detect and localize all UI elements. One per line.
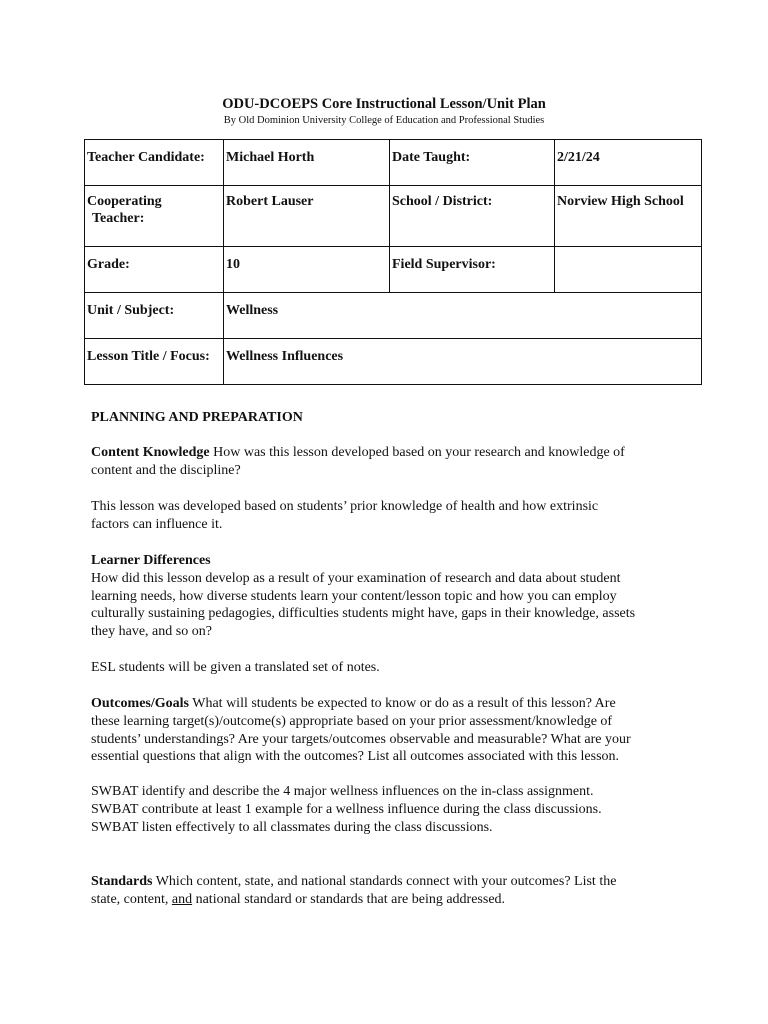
cooperating-label-line1: Cooperating: [87, 194, 162, 209]
answer-text: This lesson was developed based on students’ prior knowledge of health and how extrinsic: [91, 499, 599, 514]
document-subtitle: By Old Dominion University College of Education and Professional Studies: [223, 115, 545, 126]
table-row: [85, 186, 702, 247]
grade-label: Grade:: [85, 247, 224, 293]
field-supervisor-value: [555, 247, 702, 293]
prompt-text: students’ understandings? Are your targets/outcomes observable and measurable? What are your: [91, 731, 631, 747]
answer-text: SWBAT identify and describe the 4 major wellness influences on the in-class assignment.: [91, 784, 594, 799]
prompt-text: these learning target(s)/outcome(s) appropriate based on your prior assessment/knowledge of: [91, 713, 613, 729]
outcomes-goals-prompt: [91, 695, 691, 766]
learner-differences-heading: Learner Differences: [91, 553, 211, 568]
prompt-text: national standard or standards that are being addressed.: [192, 891, 506, 907]
prompt-text: content and the discipline?: [91, 462, 241, 478]
date-taught-value: 2/21/24: [555, 140, 702, 186]
prompt-text: What will students be expected to know or do as a result of this lesson? Are: [189, 696, 616, 711]
lesson-title-value: Wellness Influences: [224, 339, 702, 385]
field-supervisor-label: Field Supervisor:: [390, 247, 555, 293]
table-row: [85, 247, 702, 293]
learner-differences-answer: [91, 659, 691, 677]
school-district-value: Norview High School: [555, 186, 702, 247]
prompt-text: culturally sustaining pedagogies, difficulties students might have, gaps in their knowledge, assets: [91, 606, 636, 622]
unit-subject-label: Unit / Subject:: [85, 293, 224, 339]
table-row: [85, 293, 702, 339]
planning-heading: PLANNING AND PREPARATION: [91, 410, 303, 425]
prompt-text: Which content, state, and national standards connect with your outcomes? List the: [152, 874, 617, 889]
prompt-text: learning needs, how diverse students learn your content/lesson topic and how you can employ: [91, 588, 617, 604]
answer-text: SWBAT contribute at least 1 example for a wellness influence during the class discussions.: [91, 801, 602, 817]
prompt-text: essential questions that align with the outcomes? List all outcomes associated with this lesson.: [91, 749, 620, 765]
learner-differences-prompt: [91, 552, 691, 641]
prompt-text: How did this lesson develop as a result of your examination of research and data about student: [91, 570, 621, 586]
grade-value: 10: [224, 247, 390, 293]
content-knowledge-heading: Content Knowledge: [91, 445, 210, 460]
document-title: ODU-DCOEPS Core Instructional Lesson/Unit Plan: [222, 96, 546, 112]
outcomes-goals-heading: Outcomes/Goals: [91, 696, 189, 711]
table-row: [85, 140, 702, 186]
cooperating-teacher-value: Robert Lauser: [224, 186, 390, 247]
underlined-and: and: [171, 891, 193, 907]
prompt-text: they have, and so on?: [91, 624, 212, 640]
date-taught-label: Date Taught:: [390, 140, 555, 186]
prompt-text: state, content,: [91, 891, 172, 907]
answer-text: ESL students will be given a translated set of notes.: [91, 660, 380, 675]
cooperating-teacher-label: [85, 186, 224, 247]
unit-subject-value: Wellness: [224, 293, 702, 339]
standards-heading: Standards: [91, 874, 153, 889]
prompt-text: How was this lesson developed based on your research and knowledge of: [209, 445, 625, 460]
standards-prompt: [91, 873, 691, 909]
content-knowledge-prompt: [91, 444, 691, 480]
table-row: [85, 339, 702, 385]
teacher-candidate-value: Michael Horth: [224, 140, 390, 186]
outcomes-goals-answer: [91, 783, 691, 836]
school-district-label: School / District:: [390, 186, 555, 247]
lesson-title-label: Lesson Title / Focus:: [85, 339, 224, 385]
answer-text: SWBAT listen effectively to all classmates during the class discussions.: [91, 819, 493, 835]
answer-text: factors can influence it.: [91, 516, 223, 532]
lesson-info-table: [84, 139, 702, 385]
content-knowledge-answer: [91, 498, 691, 534]
cooperating-label-line2: Teacher:: [92, 211, 145, 226]
teacher-candidate-label: Teacher Candidate:: [85, 140, 224, 186]
